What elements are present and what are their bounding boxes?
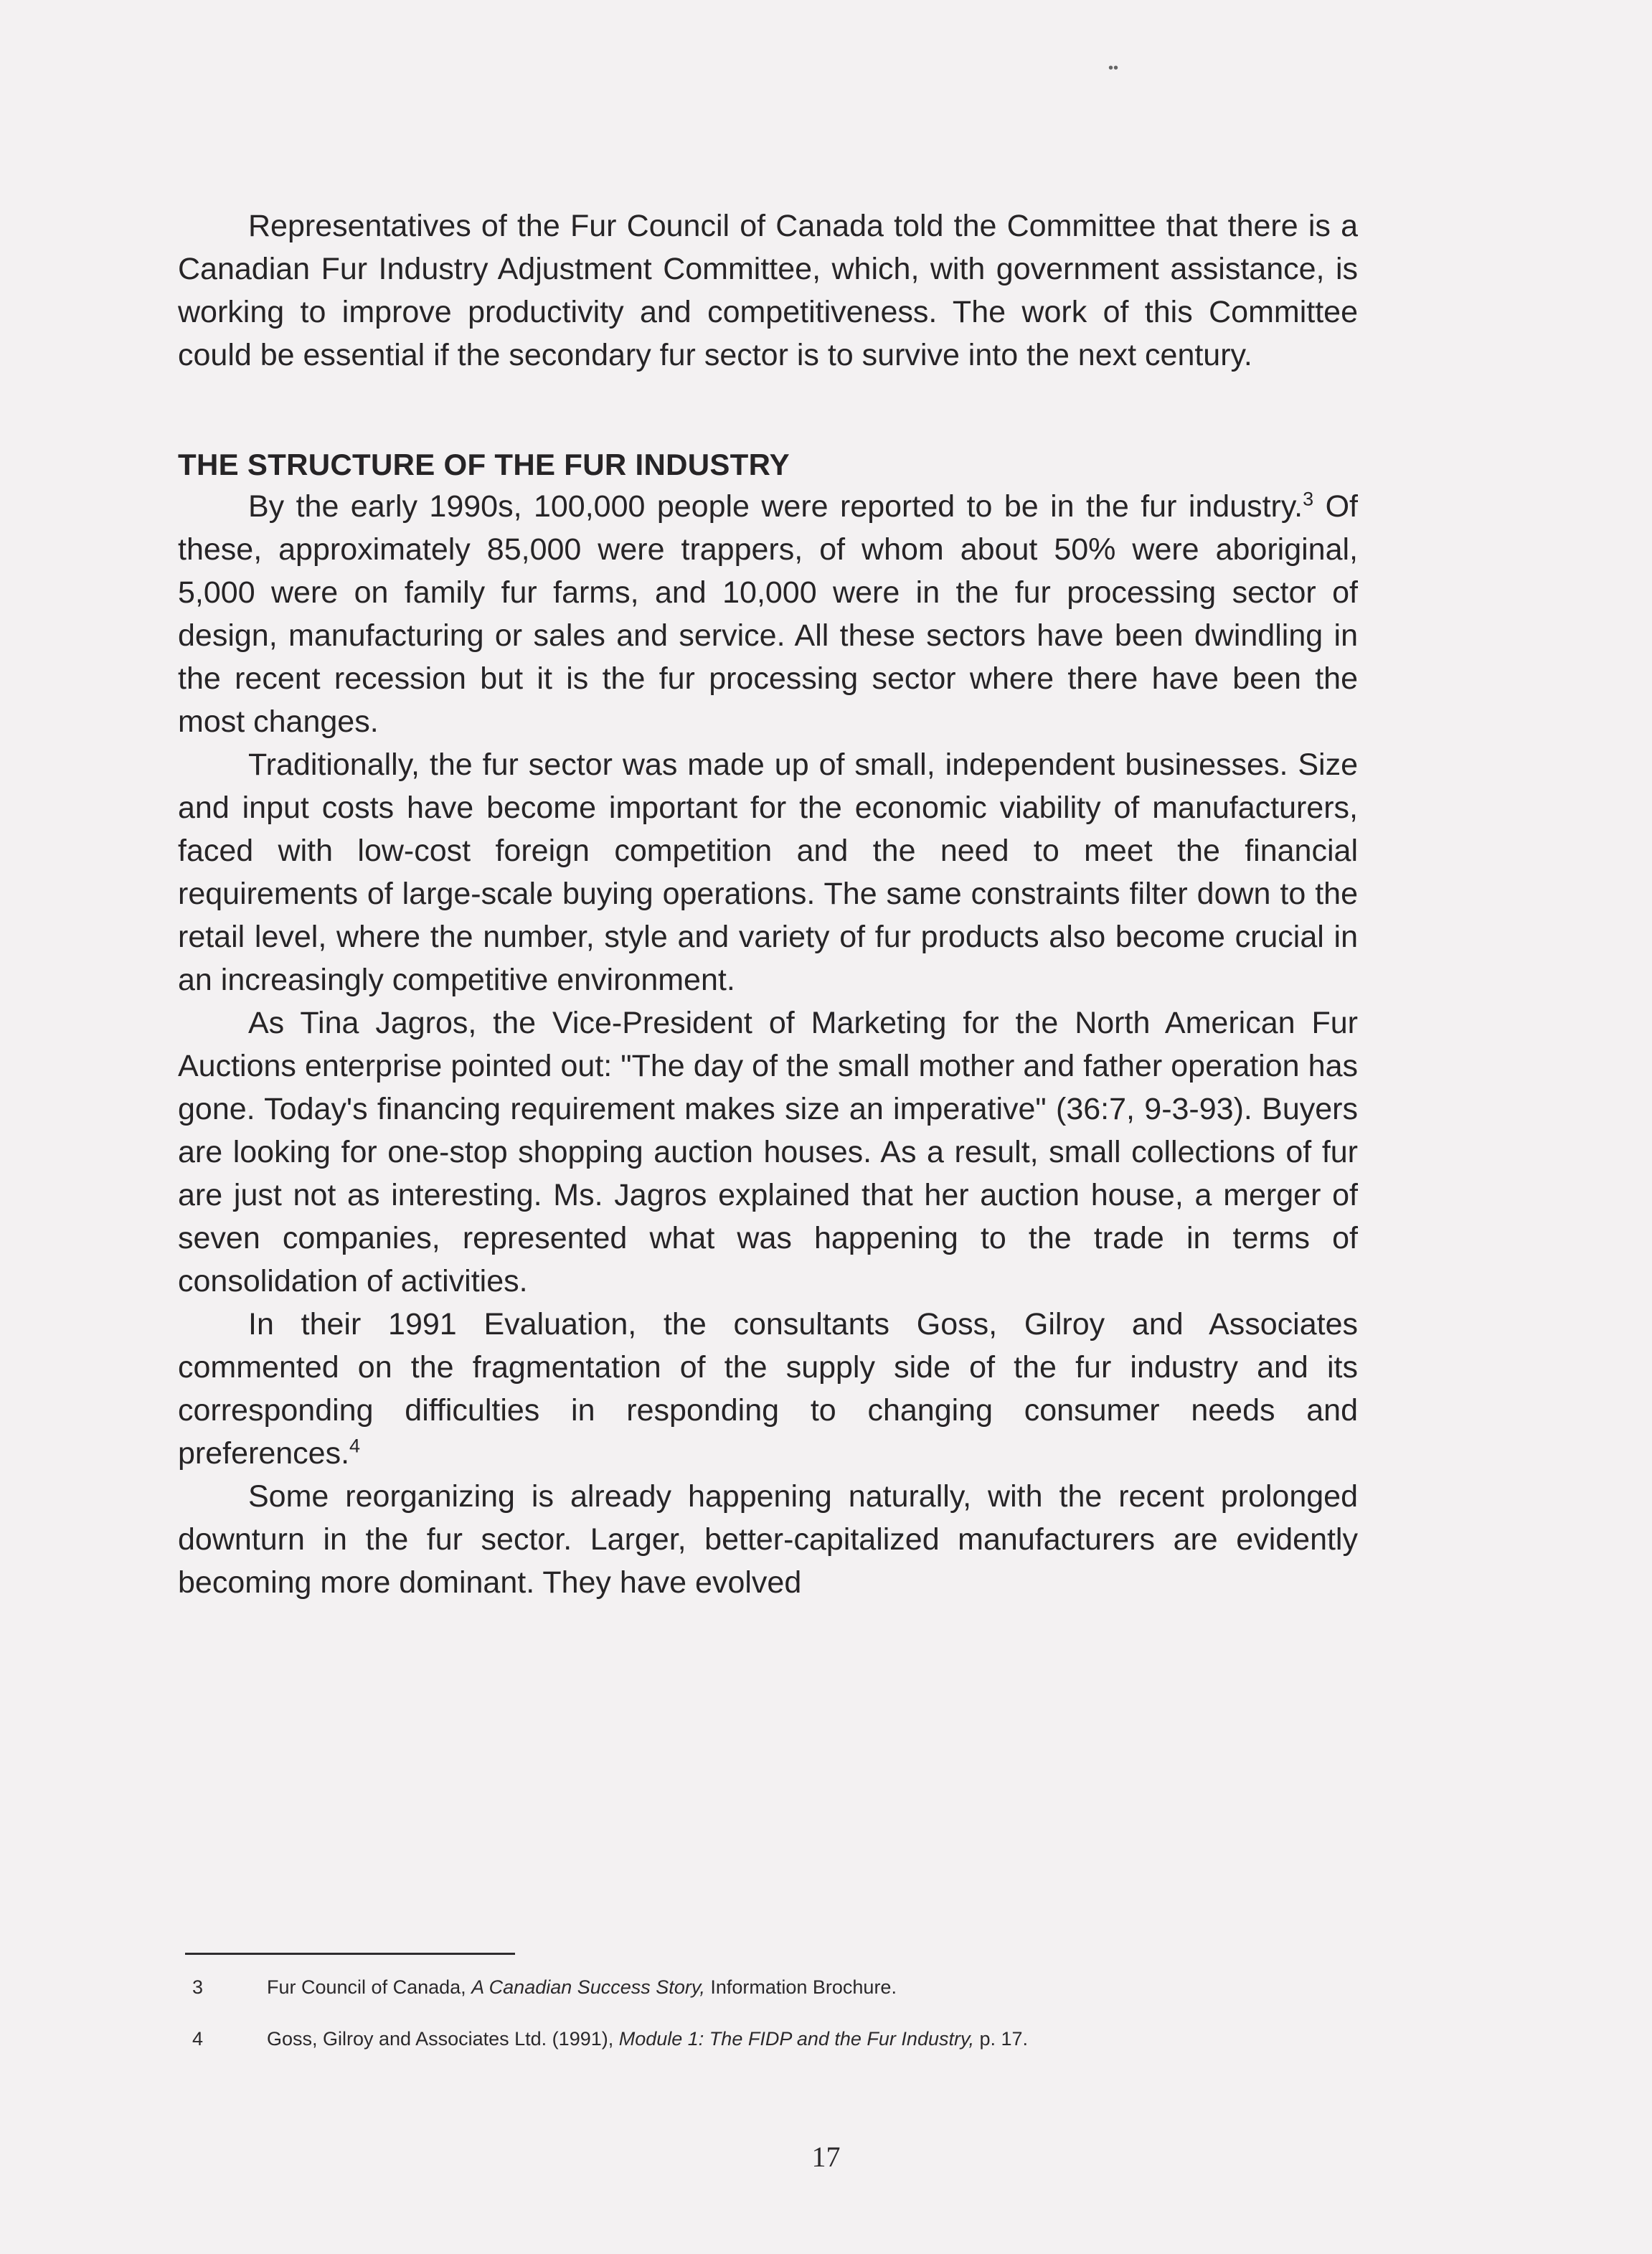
paragraph-1991-evaluation [178,1303,1358,1475]
footnote-title: A Canadian Success Story, [471,1976,705,1998]
footnote-3 [192,1974,897,2000]
footnote-4 [192,2026,1028,2052]
footnote-text: Fur Council of Canada, [267,1976,472,1998]
footnote-number: 4 [192,2028,204,2050]
paragraph-reorganizing: Some reorganizing is already happening naturally, with the recent prolonged downturn in the fur sector. Larger, better-capitalized manufacturers are evidently becoming more dominant. They have evolved [178,1479,1358,1600]
paragraph-text: In their 1991 Evaluation, the consultants Goss, Gilroy and Associates commented on the fragmentation of the supply side of the fur industry and its corresponding difficulties in responding to changing consumer needs and preferences. [178,1307,1358,1471]
paragraph-traditionally: Traditionally, the fur sector was made up of small, independent businesses. Size and input costs have become important for the economic viability of manufacturers, faced with low-cost foreign competition and the need to meet the financial requirements of large-scale buying operations. The same constraints filter down to the retail level, where the number, style and variety of fur products also become crucial in an increasingly competitive environment. [178,748,1358,997]
footnote-ref-3: 3 [1303,488,1314,510]
footnote-divider [185,1953,515,1955]
footnote-text: Information Brochure. [704,1976,897,1998]
section-heading: THE STRUCTURE OF THE FUR INDUSTRY [178,448,790,481]
footnote-text: Goss, Gilroy and Associates Ltd. (1991), [267,2028,619,2050]
paragraph-fur-council: Representatives of the Fur Council of Canada told the Committee that there is a Canadian Fur Industry Adjustment Committee, which, with government assistance, is working to improve productivity and competitiveness. The work of this Committee could be essential if the secondary fur sector is to survive into the next century. [178,209,1358,372]
main-text [178,204,1358,1604]
page-number: 17 [811,2141,841,2173]
footnote-number: 3 [192,1976,204,1998]
paragraph-tina-jagros: As Tina Jagros, the Vice-President of Marketing for the North American Fur Auctions enterprise pointed out: "The day of the small mother and father operation has gone. Today's financing requirement makes size an imperative" (36:7, 9-3-93). Buyers are looking for one-stop shopping auction houses. As a result, small collections of fur are just not as interesting. Ms. Jagros explained that her auction house, a merger of seven companies, represented what was happening to the trade in terms of consolidation of activities. [178,1006,1358,1298]
scan-speck: •• [1108,60,1119,76]
paragraph-text: By the early 1990s, 100,000 people were reported to be in the fur industry. [248,489,1303,524]
paragraph-early-1990s [178,485,1358,743]
footnote-title: Module 1: The FIDP and the Fur Industry, [618,2028,974,2050]
footnote-ref-4: 4 [349,1435,361,1457]
paragraph-text: Of these, approximately 85,000 were trappers, of whom about 50% were aboriginal, 5,000 were on family fur farms, and 10,000 were in the fur processing sector of design, manufacturing or sales and service. All these sectors have been dwindling in the recent recession but it is the fur processing sector where there have been the most changes. [178,489,1358,739]
footnote-text: p. 17. [973,2028,1029,2050]
